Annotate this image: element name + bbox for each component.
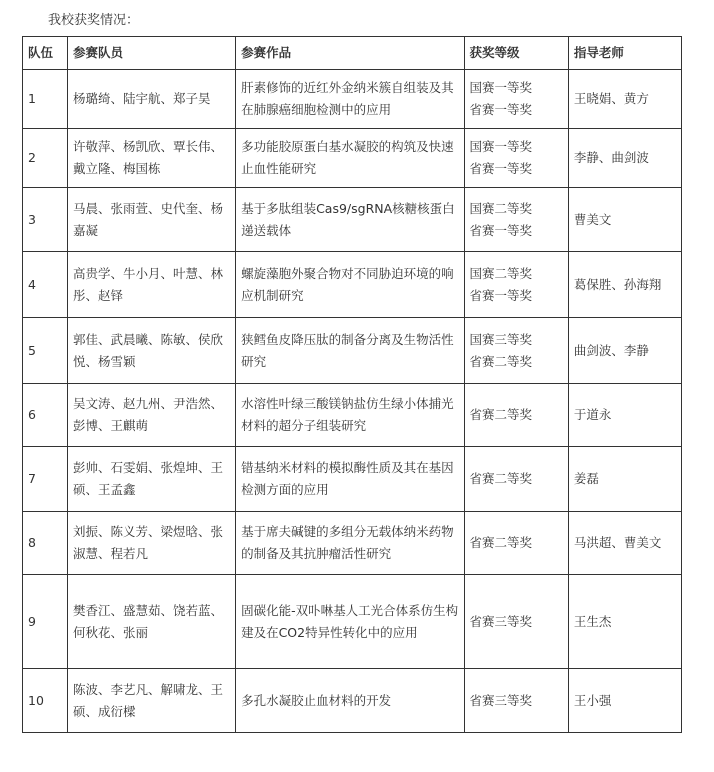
advisors-cell: 姜磊 bbox=[568, 447, 681, 512]
work-title-cell: 多功能胶原蛋白基水凝胶的构筑及快速止血性能研究 bbox=[236, 129, 464, 188]
team-number-cell: 10 bbox=[23, 669, 68, 733]
award-level-cell bbox=[464, 384, 568, 447]
table-header-row bbox=[23, 37, 682, 70]
award-level-cell bbox=[464, 447, 568, 512]
header-work: 参赛作品 bbox=[236, 37, 464, 70]
award-level-cell bbox=[464, 318, 568, 384]
work-title-cell: 固碳化能-双卟啉基人工光合体系仿生构建及在CO2特异性转化中的应用 bbox=[236, 575, 464, 669]
team-number-cell: 7 bbox=[23, 447, 68, 512]
award-level-item: 省赛二等奖 bbox=[469, 535, 533, 550]
advisors-cell: 于道永 bbox=[568, 384, 681, 447]
team-number-cell: 4 bbox=[23, 252, 68, 318]
award-level-cell bbox=[464, 188, 568, 252]
table-row bbox=[23, 318, 682, 384]
table-row bbox=[23, 384, 682, 447]
table-row bbox=[23, 188, 682, 252]
header-award-level: 获奖等级 bbox=[464, 37, 568, 70]
members-cell: 陈波、李艺凡、解啸龙、王硕、成衍樑 bbox=[68, 669, 236, 733]
table-row bbox=[23, 447, 682, 512]
members-cell: 郭佳、武晨曦、陈敏、侯欣悦、杨雪颖 bbox=[68, 318, 236, 384]
team-number-cell: 1 bbox=[23, 70, 68, 129]
header-advisors: 指导老师 bbox=[568, 37, 681, 70]
advisors-cell: 王小强 bbox=[568, 669, 681, 733]
table-row bbox=[23, 70, 682, 129]
award-level-item: 省赛三等奖 bbox=[469, 613, 533, 629]
table-row bbox=[23, 512, 682, 575]
award-level-cell bbox=[464, 252, 568, 318]
award-level-item: 省赛一等奖 bbox=[469, 102, 533, 117]
award-level-item: 省赛一等奖 bbox=[469, 161, 533, 176]
work-title-cell: 肝素修饰的近红外金纳米簇自组装及其在肺腺癌细胞检测中的应用 bbox=[236, 70, 464, 129]
award-level-item: 省赛一等奖 bbox=[469, 287, 533, 303]
header-members: 参赛队员 bbox=[68, 37, 236, 70]
award-level-item: 省赛二等奖 bbox=[469, 353, 533, 369]
award-level-item: 国赛二等奖 bbox=[469, 200, 533, 216]
members-cell: 许敬萍、杨凯欣、覃长伟、戴立隆、梅国栋 bbox=[68, 129, 236, 188]
advisors-cell: 曲剑波、李静 bbox=[568, 318, 681, 384]
awards-table bbox=[22, 36, 682, 733]
award-level-item: 省赛一等奖 bbox=[469, 222, 533, 238]
table-row bbox=[23, 129, 682, 188]
members-cell: 马晨、张雨萱、史代奎、杨嘉凝 bbox=[68, 188, 236, 252]
award-level-item: 国赛一等奖 bbox=[469, 139, 533, 154]
table-row bbox=[23, 669, 682, 733]
work-title-cell: 多孔水凝胶止血材料的开发 bbox=[236, 669, 464, 733]
award-level-cell bbox=[464, 669, 568, 733]
members-cell: 杨璐绮、陆宇航、郑子昊 bbox=[68, 70, 236, 129]
members-cell: 吴文涛、赵九州、尹浩然、彭博、王麒萌 bbox=[68, 384, 236, 447]
advisors-cell: 葛保胜、孙海翔 bbox=[568, 252, 681, 318]
award-level-cell bbox=[464, 575, 568, 669]
advisors-cell: 王生杰 bbox=[568, 575, 681, 669]
advisors-cell: 马洪超、曹美文 bbox=[568, 512, 681, 575]
members-cell: 彭帅、石雯娟、张煌坤、王硕、王孟鑫 bbox=[68, 447, 236, 512]
award-level-item: 国赛三等奖 bbox=[469, 331, 533, 347]
members-cell: 高贵学、牛小月、叶慧、林彤、赵铎 bbox=[68, 252, 236, 318]
award-level-cell bbox=[464, 129, 568, 188]
team-number-cell: 9 bbox=[23, 575, 68, 669]
award-level-cell bbox=[464, 512, 568, 575]
table-row bbox=[23, 252, 682, 318]
members-cell: 刘振、陈义芳、梁煜晗、张淑慧、程若凡 bbox=[68, 512, 236, 575]
intro-text: 我校获奖情况： bbox=[48, 13, 140, 28]
team-number-cell: 3 bbox=[23, 188, 68, 252]
advisors-cell: 王晓娟、黄方 bbox=[568, 70, 681, 129]
award-level-item: 国赛一等奖 bbox=[469, 80, 533, 95]
advisors-cell: 李静、曲剑波 bbox=[568, 129, 681, 188]
team-number-cell: 5 bbox=[23, 318, 68, 384]
table-body bbox=[23, 70, 682, 733]
work-title-cell: 螺旋藻胞外聚合物对不同胁迫环境的响应机制研究 bbox=[236, 252, 464, 318]
members-cell: 樊香江、盛慧茹、饶若蓝、何秋花、张丽 bbox=[68, 575, 236, 669]
header-team: 队伍 bbox=[23, 37, 68, 70]
work-title-cell: 基于席夫碱键的多组分无载体纳米药物的制备及其抗肿瘤活性研究 bbox=[236, 512, 464, 575]
team-number-cell: 6 bbox=[23, 384, 68, 447]
team-number-cell: 2 bbox=[23, 129, 68, 188]
work-title-cell: 水溶性叶绿三酸镁钠盐仿生绿小体捕光材料的超分子组装研究 bbox=[236, 384, 464, 447]
award-level-item: 省赛三等奖 bbox=[469, 692, 533, 708]
table-row bbox=[23, 575, 682, 669]
award-level-item: 省赛二等奖 bbox=[469, 407, 533, 422]
award-level-item: 国赛二等奖 bbox=[469, 265, 533, 281]
team-number-cell: 8 bbox=[23, 512, 68, 575]
work-title-cell: 基于多肽组装Cas9/sgRNA核糖核蛋白递送载体 bbox=[236, 188, 464, 252]
advisors-cell: 曹美文 bbox=[568, 188, 681, 252]
award-level-item: 省赛二等奖 bbox=[469, 471, 533, 486]
work-title-cell: 错基纳米材料的模拟酶性质及其在基因检测方面的应用 bbox=[236, 447, 464, 512]
award-level-cell bbox=[464, 70, 568, 129]
work-title-cell: 狭鳕鱼皮降压肽的制备分离及生物活性研究 bbox=[236, 318, 464, 384]
